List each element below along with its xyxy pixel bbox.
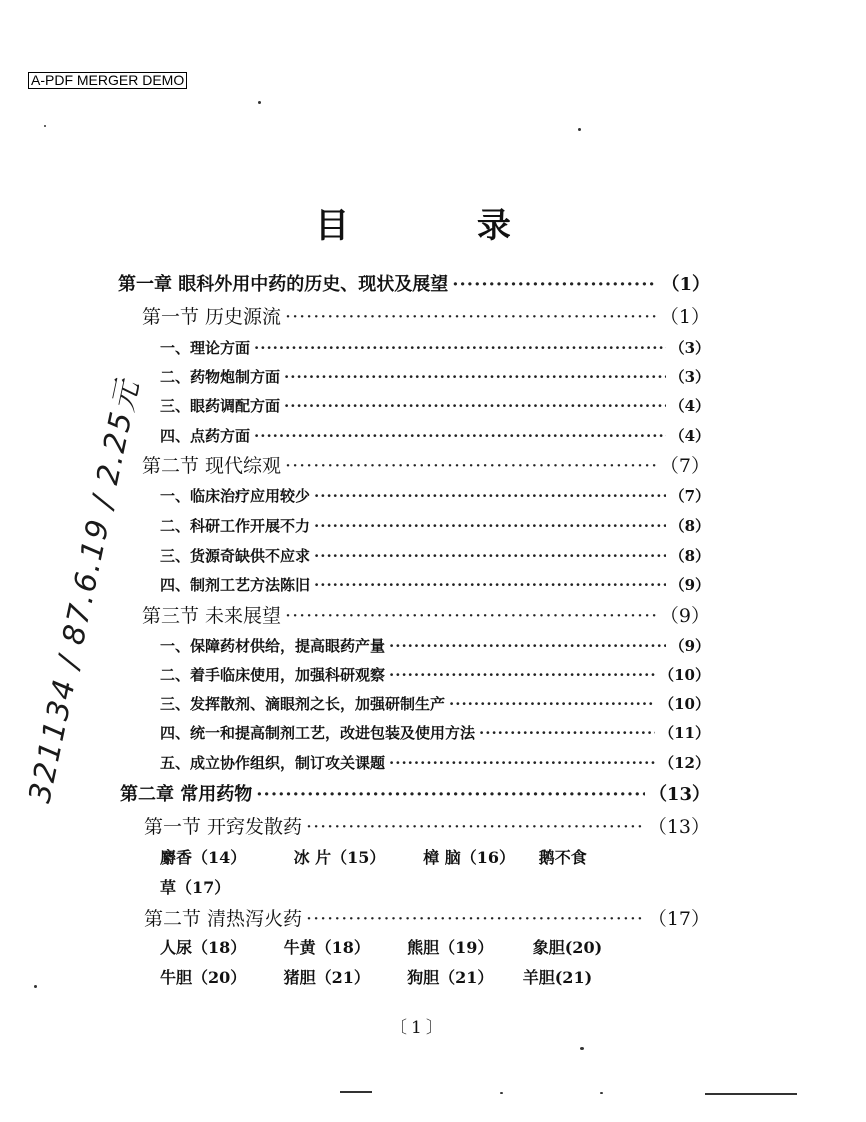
toc-page-number: （10） xyxy=(659,666,710,684)
herb-entry[interactable]: 樟 脑（16） xyxy=(423,848,515,867)
toc-entry-label: 第一节 历史源流 xyxy=(142,306,282,328)
page-number-footer: 〔1〕 xyxy=(390,1018,447,1038)
toc-entry-label: 第一节 开窍发散药 xyxy=(144,816,303,838)
toc-leader-dots xyxy=(314,572,666,598)
toc-leader-dots xyxy=(254,423,666,449)
herb-list-line xyxy=(160,845,587,871)
toc-page-number: （4） xyxy=(669,397,710,415)
toc-entry-label: 三、眼药调配方面 xyxy=(160,397,281,415)
toc-entry-item[interactable] xyxy=(160,691,710,717)
toc-entry-item[interactable] xyxy=(160,633,710,659)
toc-page-number: （9） xyxy=(669,576,710,594)
toc-entry-label: 一、保障药材供给，提高眼药产量 xyxy=(160,637,386,655)
toc-entry-item[interactable] xyxy=(160,750,710,776)
toc-leader-dots xyxy=(314,483,666,509)
toc-leader-dots xyxy=(452,272,657,298)
toc-page-number: （17） xyxy=(647,908,710,930)
toc-page-number: （13） xyxy=(648,784,710,805)
scan-mark xyxy=(705,1093,797,1095)
toc-entry-label: 第三节 未来展望 xyxy=(142,605,282,627)
herb-entry[interactable]: 鹅不食 xyxy=(538,848,587,867)
herb-list-line xyxy=(160,935,602,961)
scan-speck xyxy=(580,1047,584,1050)
herb-entry[interactable]: 麝香（14） xyxy=(160,848,247,867)
toc-entry-item[interactable] xyxy=(160,335,710,361)
scan-speck xyxy=(600,1092,603,1094)
toc-entry-label: 第一章 眼科外用中药的历史、现状及展望 xyxy=(118,274,449,295)
toc-leader-dots xyxy=(285,603,656,629)
toc-entry-label: 第二节 现代综观 xyxy=(142,455,282,477)
toc-leader-dots xyxy=(256,782,645,808)
scan-speck xyxy=(258,101,261,104)
herb-entry[interactable]: 牛黄（18） xyxy=(283,938,370,957)
toc-entry-label: 二、着手临床使用，加强科研观察 xyxy=(160,666,386,684)
toc-entry-label: 第二节 清热泻火药 xyxy=(144,908,303,930)
toc-entry-label: 四、制剂工艺方法陈旧 xyxy=(160,576,311,594)
toc-entry-item[interactable] xyxy=(160,423,710,449)
toc-page-number: （1） xyxy=(661,274,710,295)
toc-entry-label: 二、科研工作开展不力 xyxy=(160,517,311,535)
toc-entry-chapter-1[interactable] xyxy=(118,272,710,298)
toc-leader-dots xyxy=(314,543,666,569)
toc-entry-section[interactable] xyxy=(142,453,710,479)
toc-leader-dots xyxy=(449,691,655,717)
toc-page-number: （3） xyxy=(669,339,710,357)
toc-entry-section[interactable] xyxy=(144,906,710,932)
toc-leader-dots xyxy=(254,335,666,361)
toc-page-number: （7） xyxy=(659,455,710,477)
scan-speck xyxy=(578,128,581,131)
handwritten-margin-note: 321134 / 87.6.19 / 2.25元 xyxy=(22,375,147,806)
herb-entry[interactable]: 熊胆（19） xyxy=(407,938,494,957)
herb-entry[interactable]: 象胆(20) xyxy=(532,938,603,957)
toc-entry-item[interactable] xyxy=(160,513,710,539)
scan-mark xyxy=(340,1091,372,1093)
toc-leader-dots xyxy=(284,393,666,419)
toc-leader-dots xyxy=(285,304,656,330)
toc-entry-chapter-2[interactable] xyxy=(120,782,710,808)
herb-entry[interactable]: 狗胆（21） xyxy=(407,968,494,987)
toc-page-number: （11） xyxy=(659,724,710,742)
toc-entry-label: 三、发挥散剂、滴眼剂之长，加强研制生产 xyxy=(160,695,446,713)
toc-leader-dots xyxy=(284,364,666,390)
toc-page-number: （10） xyxy=(659,695,710,713)
herb-entry[interactable]: 人尿（18） xyxy=(160,938,247,957)
toc-page-number: （4） xyxy=(669,427,710,445)
toc-entry-label: 一、理论方面 xyxy=(160,339,251,357)
toc-page-number: （3） xyxy=(669,368,710,386)
toc-entry-item[interactable] xyxy=(160,364,710,390)
herb-entry[interactable]: 猪胆（21） xyxy=(283,968,370,987)
toc-leader-dots xyxy=(389,750,655,776)
toc-leader-dots xyxy=(479,720,655,746)
herb-list-line xyxy=(160,965,592,991)
herb-entry[interactable]: 牛胆（20） xyxy=(160,968,247,987)
herb-entry[interactable]: 羊胆(21) xyxy=(522,968,593,987)
toc-entry-label: 一、临床治疗应用较少 xyxy=(160,487,311,505)
toc-page-number: （1） xyxy=(659,306,710,328)
toc-entry-section[interactable] xyxy=(142,603,710,629)
toc-entry-label: 二、药物炮制方面 xyxy=(160,368,281,386)
toc-leader-dots xyxy=(314,513,666,539)
toc-entry-item[interactable] xyxy=(160,483,710,509)
toc-entry-item[interactable] xyxy=(160,572,710,598)
toc-entry-section[interactable] xyxy=(144,814,710,840)
herb-entry[interactable]: 草（17） xyxy=(160,878,231,897)
toc-entry-label: 第二章 常用药物 xyxy=(120,784,253,805)
toc-entry-label: 五、成立协作组织，制订攻关课题 xyxy=(160,754,386,772)
toc-page-number: （12） xyxy=(659,754,710,772)
scan-speck xyxy=(34,985,37,988)
toc-page-number: （13） xyxy=(647,816,710,838)
toc-page-number: （8） xyxy=(669,517,710,535)
toc-entry-item[interactable] xyxy=(160,393,710,419)
toc-page-number: （8） xyxy=(669,547,710,565)
toc-entry-label: 三、货源奇缺供不应求 xyxy=(160,547,311,565)
herb-entry[interactable]: 冰 片（15） xyxy=(293,848,386,867)
toc-leader-dots xyxy=(389,633,666,659)
scan-speck xyxy=(500,1092,503,1094)
toc-entry-item[interactable] xyxy=(160,720,710,746)
toc-page-number: （9） xyxy=(659,605,710,627)
toc-leader-dots xyxy=(285,453,656,479)
watermark-label: A-PDF MERGER DEMO xyxy=(28,72,187,89)
toc-entry-section[interactable] xyxy=(142,304,710,330)
toc-leader-dots xyxy=(389,662,655,688)
toc-entry-label: 四、点药方面 xyxy=(160,427,251,445)
toc-page-number: （7） xyxy=(669,487,710,505)
herb-list-line xyxy=(160,875,230,901)
page-title: 目 录 xyxy=(315,206,569,246)
toc-entry-item[interactable] xyxy=(160,662,710,688)
toc-entry-label: 四、统一和提高制剂工艺，改进包装及使用方法 xyxy=(160,724,476,742)
toc-leader-dots xyxy=(306,906,644,932)
toc-entry-item[interactable] xyxy=(160,543,710,569)
toc-page-number: （9） xyxy=(669,637,710,655)
toc-leader-dots xyxy=(306,814,644,840)
scan-speck xyxy=(44,125,46,127)
